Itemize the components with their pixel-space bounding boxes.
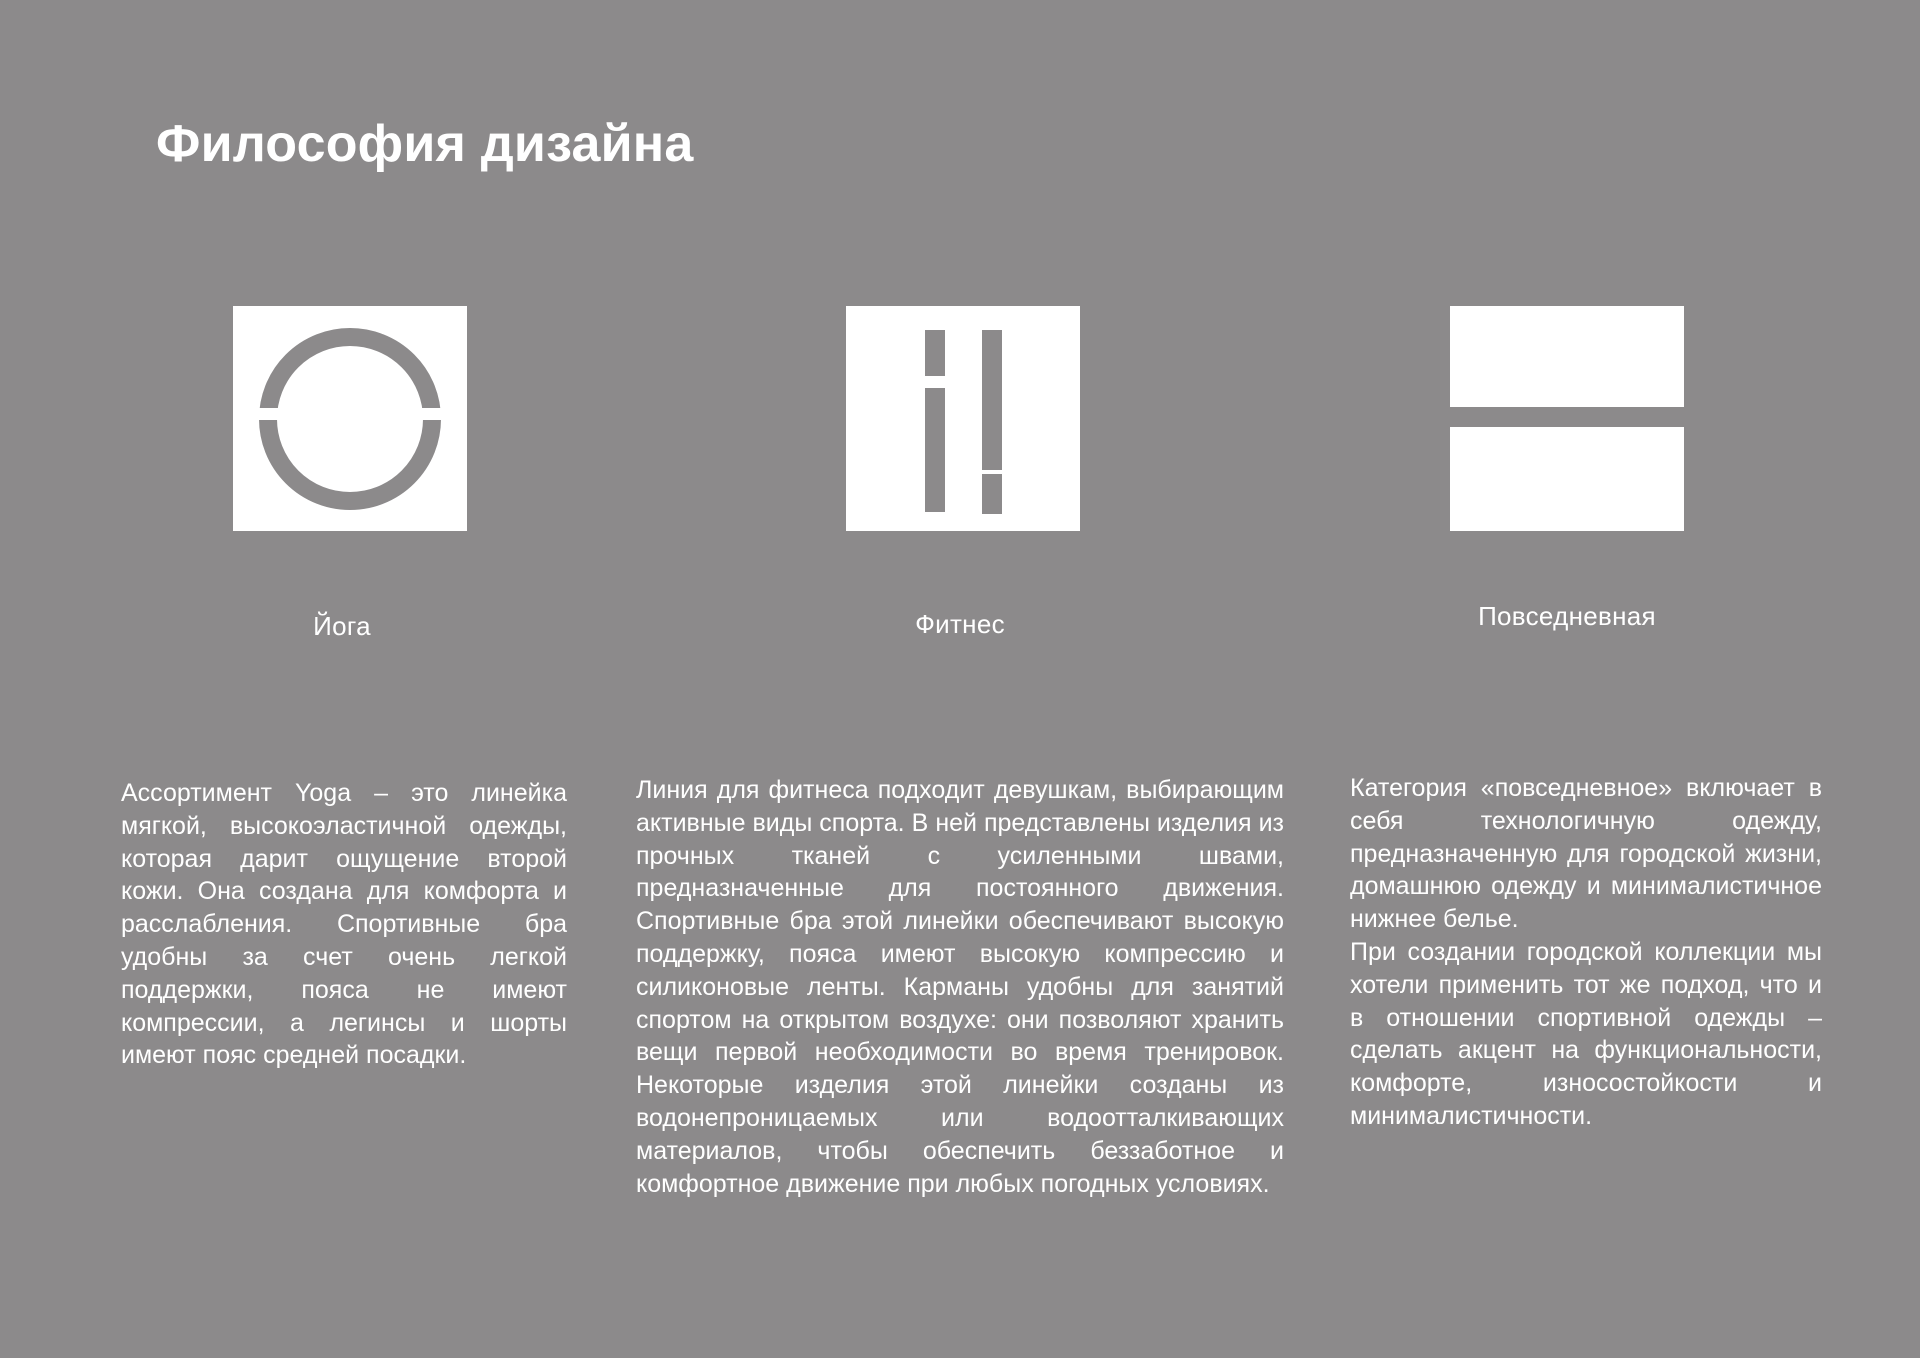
description-paragraph: Ассортимент Yoga – это линейка мягкой, высокоэластичной одежды, которая дарит ощущение второй кожи. Она создана для комфорта и расслабления. Спортивные бра удобны за счет очень легкой поддержки, пояса не имеют компрессии, а легинсы и шорты имеют пояс средней посадки. [121,779,567,1070]
description-fitness [636,774,1284,1200]
description-casual [1350,772,1822,1133]
category-label-fitness: Фитнес [915,609,1005,639]
category-label-yoga: Йога [313,611,371,641]
split-circle-icon [233,306,467,531]
category-label-casual: Повседневная [1478,601,1656,631]
description-paragraph: Линия для фитнеса подходит девушкам, выбирающим активные виды спорта. В ней представлены изделия из прочных тканей с усиленными швами, предназначенные для постоянного движения. Спортивные бра этой линейки обеспечивают высокую поддержку, пояса имеют высокую компрессию и силиконовые ленты. Карманы удобны для занятий спортом на открытом воздухе: они позволяют хранить вещи первой необходимости во время тренировок. Некоторые изделия этой линейки созданы из водонепроницаемых или водоотталкивающих материалов, чтобы обеспечить беззаботное и комфортное движение при любых погодных условиях. [636,776,1284,1198]
description-paragraph: При создании городской коллекции мы хотели применить тот же подход, что и в отношении спортивной одежды – сделать акцент на функциональности, комфорте, износостойкости и минималистичности. [1350,937,1822,1130]
description-paragraph: Категория «повседневное» включает в себя технологичную одежду, предназначенную для городской жизни, домашнюю одежду и минималистичное нижнее белье. [1350,774,1822,934]
split-rectangle-icon [1450,306,1684,531]
vertical-bars-icon [846,306,1080,531]
page-title: Философия дизайна [156,115,694,173]
description-yoga [121,777,567,1072]
